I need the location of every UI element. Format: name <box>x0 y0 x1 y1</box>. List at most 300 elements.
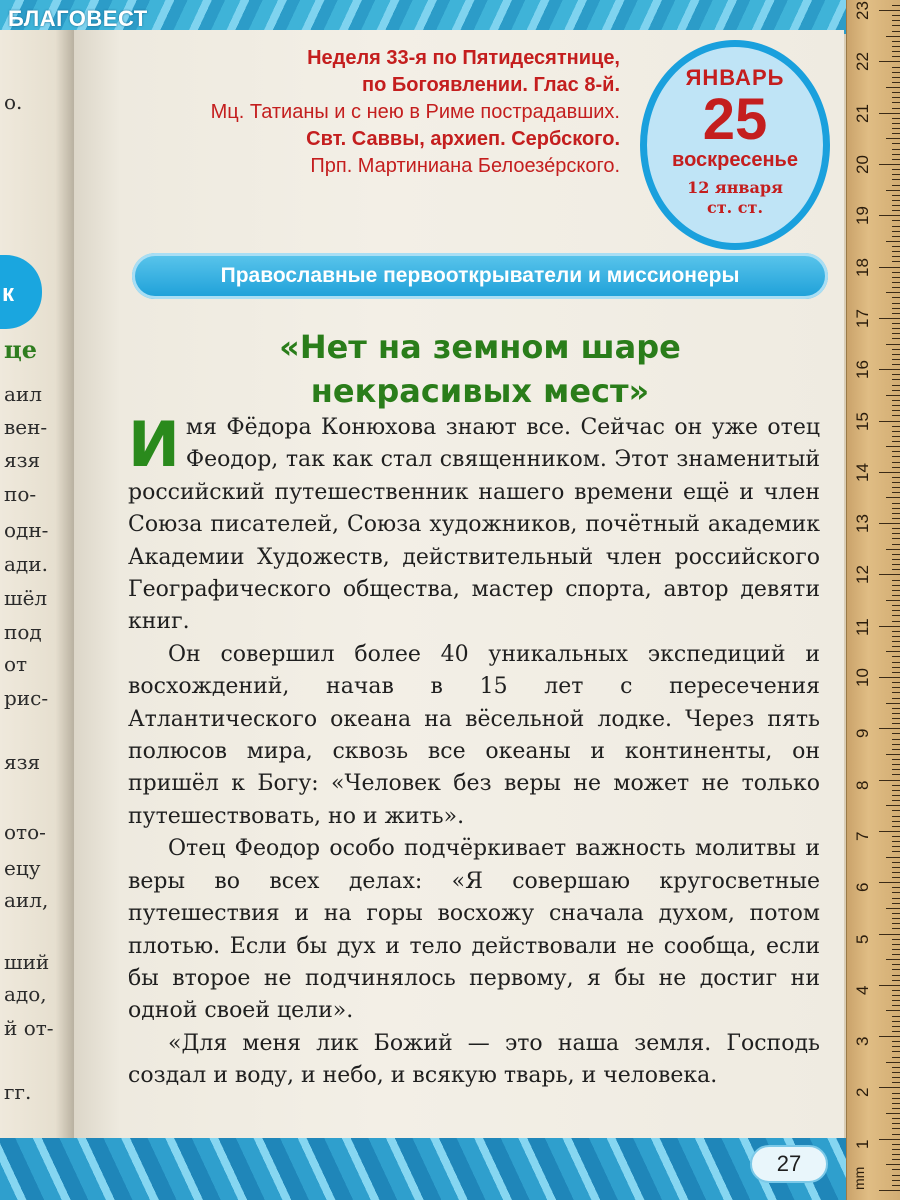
ruler-tick <box>879 1087 900 1088</box>
ruler-tick <box>892 333 900 334</box>
ruler-tick <box>892 77 900 78</box>
ruler-tick <box>879 1036 900 1037</box>
ruler-tick <box>892 261 900 262</box>
ruler-tick <box>892 143 900 144</box>
ruler-number: 15 <box>853 411 872 431</box>
ruler-tick <box>892 400 900 401</box>
ruler-tick <box>892 862 900 863</box>
ruler-tick <box>892 544 900 545</box>
ruler-tick <box>892 364 900 365</box>
ruler-tick <box>892 1005 900 1006</box>
ruler-tick <box>892 482 900 483</box>
ruler-tick <box>892 887 900 888</box>
ruler-tick <box>892 1016 900 1017</box>
ruler-unit-label: mm <box>851 1166 867 1190</box>
ruler-tick <box>892 810 900 811</box>
page-number: 27 <box>750 1145 828 1183</box>
date-old-style-label: ст. ст. <box>706 198 764 217</box>
ruler-tick <box>892 220 900 221</box>
ruler-tick <box>892 790 900 791</box>
ruler-tick <box>892 226 900 227</box>
ruler-number: 17 <box>853 308 872 328</box>
ruler-tick <box>892 739 900 740</box>
ruler-tick <box>892 374 900 375</box>
ruler-tick <box>892 744 900 745</box>
ruler-tick <box>886 1010 900 1011</box>
article-title-line-2: некрасивых мест» <box>310 372 650 410</box>
ruler-tick <box>892 513 900 514</box>
ruler-number: 11 <box>853 618 872 636</box>
ruler-tick <box>879 1190 900 1191</box>
ruler-tick <box>892 149 900 150</box>
ruler-tick <box>892 313 900 314</box>
ruler-number: 16 <box>853 360 872 380</box>
ruler-tick <box>892 123 900 124</box>
watermark: БЛАГОВЕСТ <box>8 6 148 31</box>
paragraph-1-text: мя Фёдора Конюхова знают все. Сейчас он уже отец Феодор, так как стал священником. Этот знаменитый российский путешественник нашего времени ещё и член Союза писателей, Союза художников, почётный академик Академии Художеств, действительный член российского Географического общества, мастер спорта, автор девяти книг. <box>128 415 820 635</box>
ruler-tick <box>879 10 900 11</box>
ruler-tick <box>886 241 900 242</box>
article-title <box>150 325 810 413</box>
ruler-tick <box>892 841 900 842</box>
ruler-number: 12 <box>853 565 872 585</box>
ruler-tick <box>892 564 900 565</box>
ruler-tick <box>892 595 900 596</box>
ruler-number: 2 <box>853 1087 872 1098</box>
ruler-tick <box>892 821 900 822</box>
ruler-tick <box>892 749 900 750</box>
left-page-fragment: ади. <box>4 552 48 576</box>
ruler-tick <box>892 990 900 991</box>
ruler-tick <box>892 379 900 380</box>
ruler-tick <box>892 667 900 668</box>
ruler-tick <box>892 251 900 252</box>
ruler-tick <box>892 431 900 432</box>
ruler-tick <box>892 287 900 288</box>
ruler-tick <box>892 82 900 83</box>
left-page-fragment: адо, <box>4 982 47 1006</box>
ruler-tick <box>892 923 900 924</box>
paragraph-3: Отец Феодор особо подчёркивает важность молитвы и веры во всех делах: «Я совершаю кругосветные путешествия и на горы восхожу сначала духом, потом плотью. Если бы дух и тело действовали не сообща, если бы второе не подчинялось первому, я бы не достиг ни одной своей цели». <box>128 836 820 1024</box>
ruler-tick <box>892 605 900 606</box>
ruler-tick <box>879 831 900 832</box>
ruler-tick <box>892 1103 900 1104</box>
left-page-fragment: от <box>4 652 28 676</box>
ruler-tick <box>892 672 900 673</box>
ruler-tick <box>892 903 900 904</box>
ruler-tick <box>892 944 900 945</box>
ruler-tick <box>892 1057 900 1058</box>
ruler-tick <box>886 138 900 139</box>
ruler-tick <box>892 636 900 637</box>
ruler-tick <box>892 877 900 878</box>
ruler-tick <box>892 20 900 21</box>
ruler-tick <box>879 164 900 165</box>
ruler-tick <box>892 1072 900 1073</box>
left-page <box>0 30 74 1140</box>
ruler-tick <box>892 467 900 468</box>
ruler-tick <box>892 118 900 119</box>
ruler-tick <box>892 1180 900 1181</box>
ruler-tick <box>886 959 900 960</box>
ruler-tick <box>892 980 900 981</box>
ruler-tick <box>892 872 900 873</box>
left-page-fragment: язя <box>4 448 41 472</box>
ruler-tick <box>892 492 900 493</box>
left-page-fragment: ото- <box>4 820 46 844</box>
left-page-fragment: ший <box>4 950 50 974</box>
ruler-tick <box>892 1098 900 1099</box>
left-page-fragment: гг. <box>4 1080 32 1104</box>
ruler-tick <box>879 472 900 473</box>
ruler-number: 19 <box>853 206 872 226</box>
ruler-tick <box>892 867 900 868</box>
ruler-tick <box>892 631 900 632</box>
ruler-tick <box>892 210 900 211</box>
ruler-tick <box>892 185 900 186</box>
left-page-fragment: аил <box>4 382 42 406</box>
ruler-tick <box>879 934 900 935</box>
ruler-tick <box>892 723 900 724</box>
ruler-tick <box>892 179 900 180</box>
ruler-tick <box>892 508 900 509</box>
left-page-fragment: й от- <box>4 1016 54 1040</box>
ruler-tick <box>892 1108 900 1109</box>
ruler-tick <box>892 385 900 386</box>
ruler-tick <box>879 780 900 781</box>
ruler-tick <box>892 338 900 339</box>
ruler-tick <box>886 292 900 293</box>
ruler-number: 22 <box>853 52 872 72</box>
date-day: 25 <box>702 87 768 152</box>
ruler-tick <box>892 256 900 257</box>
ruler-tick <box>892 1154 900 1155</box>
ruler-tick <box>892 487 900 488</box>
ruler-tick <box>892 759 900 760</box>
ruler-tick <box>886 446 900 447</box>
ruler-number: 5 <box>853 934 872 944</box>
header-line-week: Неделя 33-я по Пятидесятнице, <box>307 47 620 69</box>
ruler-tick <box>886 805 900 806</box>
ruler-tick <box>892 590 900 591</box>
ruler-tick <box>892 1021 900 1022</box>
ruler-tick <box>892 282 900 283</box>
ruler-tick <box>892 308 900 309</box>
ruler-tick <box>892 154 900 155</box>
ruler-tick <box>892 892 900 893</box>
ruler-tick <box>892 303 900 304</box>
ruler-tick <box>892 92 900 93</box>
ruler-tick <box>892 231 900 232</box>
ruler-tick <box>892 405 900 406</box>
ruler-tick <box>892 682 900 683</box>
liturgical-header <box>120 45 620 180</box>
ruler-tick <box>892 41 900 42</box>
ruler-tick <box>886 1164 900 1165</box>
ruler-tick <box>892 328 900 329</box>
ruler-number: 9 <box>853 728 872 739</box>
ruler-tick <box>892 1134 900 1135</box>
ruler-tick <box>879 677 900 678</box>
left-page-fragment: аил, <box>4 888 49 912</box>
ruler-tick <box>892 67 900 68</box>
ruler-tick <box>892 641 900 642</box>
ruler-tick <box>892 816 900 817</box>
ruler-tick <box>892 1046 900 1047</box>
ruler-number: 13 <box>853 514 872 534</box>
ruler-tick <box>886 857 900 858</box>
ruler-tick <box>892 31 900 32</box>
ruler-number: 7 <box>853 831 872 841</box>
ruler-tick <box>892 1000 900 1001</box>
ruler-number: 18 <box>853 257 872 277</box>
left-page-fragment: по- <box>4 482 37 506</box>
ruler-tick <box>892 102 900 103</box>
ruler-tick <box>892 646 900 647</box>
ruler-number: 6 <box>853 882 872 893</box>
ruler-tick <box>892 533 900 534</box>
ruler-tick <box>892 939 900 940</box>
ruler-tick <box>892 687 900 688</box>
ruler-tick <box>892 195 900 196</box>
ruler-tick <box>886 1062 900 1063</box>
ruler-tick <box>892 713 900 714</box>
ruler-tick <box>892 800 900 801</box>
drop-cap: И <box>128 408 180 481</box>
ruler-tick <box>879 574 900 575</box>
ruler-tick <box>892 1082 900 1083</box>
ruler-tick <box>892 462 900 463</box>
ruler-tick <box>892 851 900 852</box>
ruler-tick <box>892 569 900 570</box>
ruler-tick <box>892 97 900 98</box>
ruler-tick <box>892 51 900 52</box>
ruler-tick <box>892 733 900 734</box>
date-badge <box>640 40 830 250</box>
ruler-tick <box>892 1169 900 1170</box>
ruler-number: 10 <box>853 668 872 687</box>
article-title-line-1: «Нет на земном шаре <box>279 328 681 366</box>
ruler-tick <box>892 898 900 899</box>
date-weekday: воскресенье <box>672 149 798 171</box>
ruler-tick <box>892 708 900 709</box>
ruler-tick <box>892 436 900 437</box>
ruler-tick <box>892 174 900 175</box>
ruler-tick <box>879 1139 900 1140</box>
ruler-number: 20 <box>853 155 872 174</box>
ruler-tick <box>892 580 900 581</box>
ruler-tick <box>879 985 900 986</box>
ruler-tick <box>886 395 900 396</box>
ruler-tick <box>892 559 900 560</box>
ruler-tick <box>892 1067 900 1068</box>
ruler-tick <box>892 698 900 699</box>
ruler-number: 4 <box>853 985 872 995</box>
ruler-tick <box>892 133 900 134</box>
ruler-tick <box>879 523 900 524</box>
ruler-tick <box>892 954 900 955</box>
ruler-tick <box>879 318 900 319</box>
left-page-fragment: одн- <box>4 518 49 542</box>
paragraph-4: «Для меня лик Божий — это наша земля. Господь создал и воду, и небо, и всякую тварь, и человека. <box>128 1030 820 1089</box>
ruler-tick <box>879 626 900 627</box>
ruler-tick <box>879 369 900 370</box>
ruler-tick <box>892 323 900 324</box>
ruler-tick <box>892 585 900 586</box>
ruler-number: 14 <box>853 462 872 482</box>
ruler-tick <box>886 344 900 345</box>
ruler-number: 21 <box>853 103 872 123</box>
ruler-tick <box>892 272 900 273</box>
ruler-tick <box>892 477 900 478</box>
ruler-tick <box>892 5 900 6</box>
ruler-tick <box>892 692 900 693</box>
ruler-tick <box>892 415 900 416</box>
left-page-fragment: шёл <box>4 586 48 610</box>
ruler-tick <box>892 913 900 914</box>
ruler-tick <box>892 656 900 657</box>
ruler-tick <box>892 205 900 206</box>
left-page-fragment: к <box>2 280 15 307</box>
ruler-tick <box>892 518 900 519</box>
paragraph-1 <box>128 408 820 639</box>
date-old-style-date: 12 января <box>687 178 783 197</box>
left-page-fragment: язя <box>4 750 41 774</box>
ruler-tick <box>892 610 900 611</box>
ruler-tick <box>886 1113 900 1114</box>
ruler-tick <box>892 456 900 457</box>
header-line-sava: Свт. Саввы, архиеп. Сербского. <box>306 128 620 150</box>
ruler-number: 3 <box>853 1036 872 1047</box>
ruler-tick <box>892 200 900 201</box>
ruler-number: 23 <box>853 1 872 21</box>
ruler-tick <box>892 128 900 129</box>
ruler-tick <box>892 169 900 170</box>
ruler-tick <box>886 703 900 704</box>
ruler-tick <box>892 718 900 719</box>
ruler-number: 1 <box>853 1139 872 1149</box>
ruler-tick <box>892 554 900 555</box>
ruler-tick <box>892 836 900 837</box>
ruler-tick <box>892 538 900 539</box>
ruler-tick <box>892 503 900 504</box>
ruler-tick <box>886 190 900 191</box>
ruler-tick <box>892 1118 900 1119</box>
ruler-tick <box>879 215 900 216</box>
ruler-tick <box>892 1093 900 1094</box>
ruler-tick <box>892 56 900 57</box>
ruler-tick <box>892 795 900 796</box>
left-page-fragment: о. <box>4 90 23 114</box>
ruler-tick <box>892 662 900 663</box>
ruler-tick <box>879 882 900 883</box>
ruler-tick <box>892 46 900 47</box>
ruler-tick <box>879 421 900 422</box>
ruler-tick <box>892 277 900 278</box>
ruler-tick <box>892 826 900 827</box>
ruler-tick <box>892 949 900 950</box>
ruler-tick <box>879 113 900 114</box>
ruler-tick <box>892 1051 900 1052</box>
ruler-tick <box>892 846 900 847</box>
ruler-tick <box>892 528 900 529</box>
ruler-tick <box>892 1031 900 1032</box>
header-line-tone: по Богоявлении. Глас 8-й. <box>362 74 620 96</box>
header-line-tatiana: Мц. Татианы и с нею в Риме пострадавших. <box>210 101 620 123</box>
date-old-style <box>647 178 823 218</box>
ruler-tick <box>892 426 900 427</box>
ruler-tick <box>892 354 900 355</box>
ruler-tick <box>886 908 900 909</box>
ruler-tick <box>892 1185 900 1186</box>
ruler <box>846 0 900 1200</box>
ruler-tick <box>892 969 900 970</box>
ruler-tick <box>892 621 900 622</box>
ruler-tick <box>879 728 900 729</box>
ruler-tick <box>892 918 900 919</box>
ruler-tick <box>892 359 900 360</box>
ruler-tick <box>892 1175 900 1176</box>
ruler-tick <box>892 764 900 765</box>
ruler-tick <box>892 1123 900 1124</box>
ruler-tick <box>892 297 900 298</box>
ruler-tick <box>892 410 900 411</box>
ruler-tick <box>892 390 900 391</box>
left-page-fragment: вен- <box>4 415 48 439</box>
ruler-tick <box>892 928 900 929</box>
left-page-fragment: ецу <box>4 856 41 880</box>
ruler-tick <box>892 108 900 109</box>
left-page-fragment: це <box>4 335 37 364</box>
ruler-tick <box>886 600 900 601</box>
ruler-tick <box>886 651 900 652</box>
ruler-tick <box>892 25 900 26</box>
ruler-tick <box>892 451 900 452</box>
ruler-tick <box>892 1149 900 1150</box>
ruler-tick <box>892 1077 900 1078</box>
ruler-tick <box>879 61 900 62</box>
paragraph-2: Он совершил более 40 уникальных экспедиций и восхождений, начав в 15 лет с пересечения Атлантического океана на вёсельной лодке. Через пять полюсов мира, сквозь все океаны и континенты, он пришёл к Богу: «Человек без веры не может не только путешествовать, но и жить». <box>128 641 820 829</box>
ruler-tick <box>892 1041 900 1042</box>
left-page-fragment: рис- <box>4 686 49 710</box>
ruler-tick <box>886 87 900 88</box>
ruler-tick <box>886 754 900 755</box>
ruler-tick <box>892 785 900 786</box>
ruler-tick <box>892 1144 900 1145</box>
ruler-tick <box>892 774 900 775</box>
ruler-tick <box>892 441 900 442</box>
section-banner: Православные первооткрыватели и миссионеры <box>132 253 828 299</box>
ruler-tick <box>892 159 900 160</box>
ruler-tick <box>892 964 900 965</box>
ruler-number: 8 <box>853 780 872 790</box>
ruler-tick <box>886 36 900 37</box>
ruler-tick <box>892 995 900 996</box>
ruler-tick <box>892 246 900 247</box>
date-month: ЯНВАРЬ <box>685 65 785 90</box>
left-page-fragment: под <box>4 620 42 644</box>
ruler-tick <box>892 615 900 616</box>
ruler-tick <box>886 497 900 498</box>
article-body <box>128 408 820 1093</box>
ruler-tick <box>892 1026 900 1027</box>
ruler-tick <box>892 769 900 770</box>
ruler-tick <box>886 549 900 550</box>
ruler-tick <box>879 267 900 268</box>
ruler-tick <box>892 975 900 976</box>
ruler-tick <box>892 1128 900 1129</box>
header-line-martinian: Прп. Мартиниана Белоезе́рского. <box>310 155 620 177</box>
